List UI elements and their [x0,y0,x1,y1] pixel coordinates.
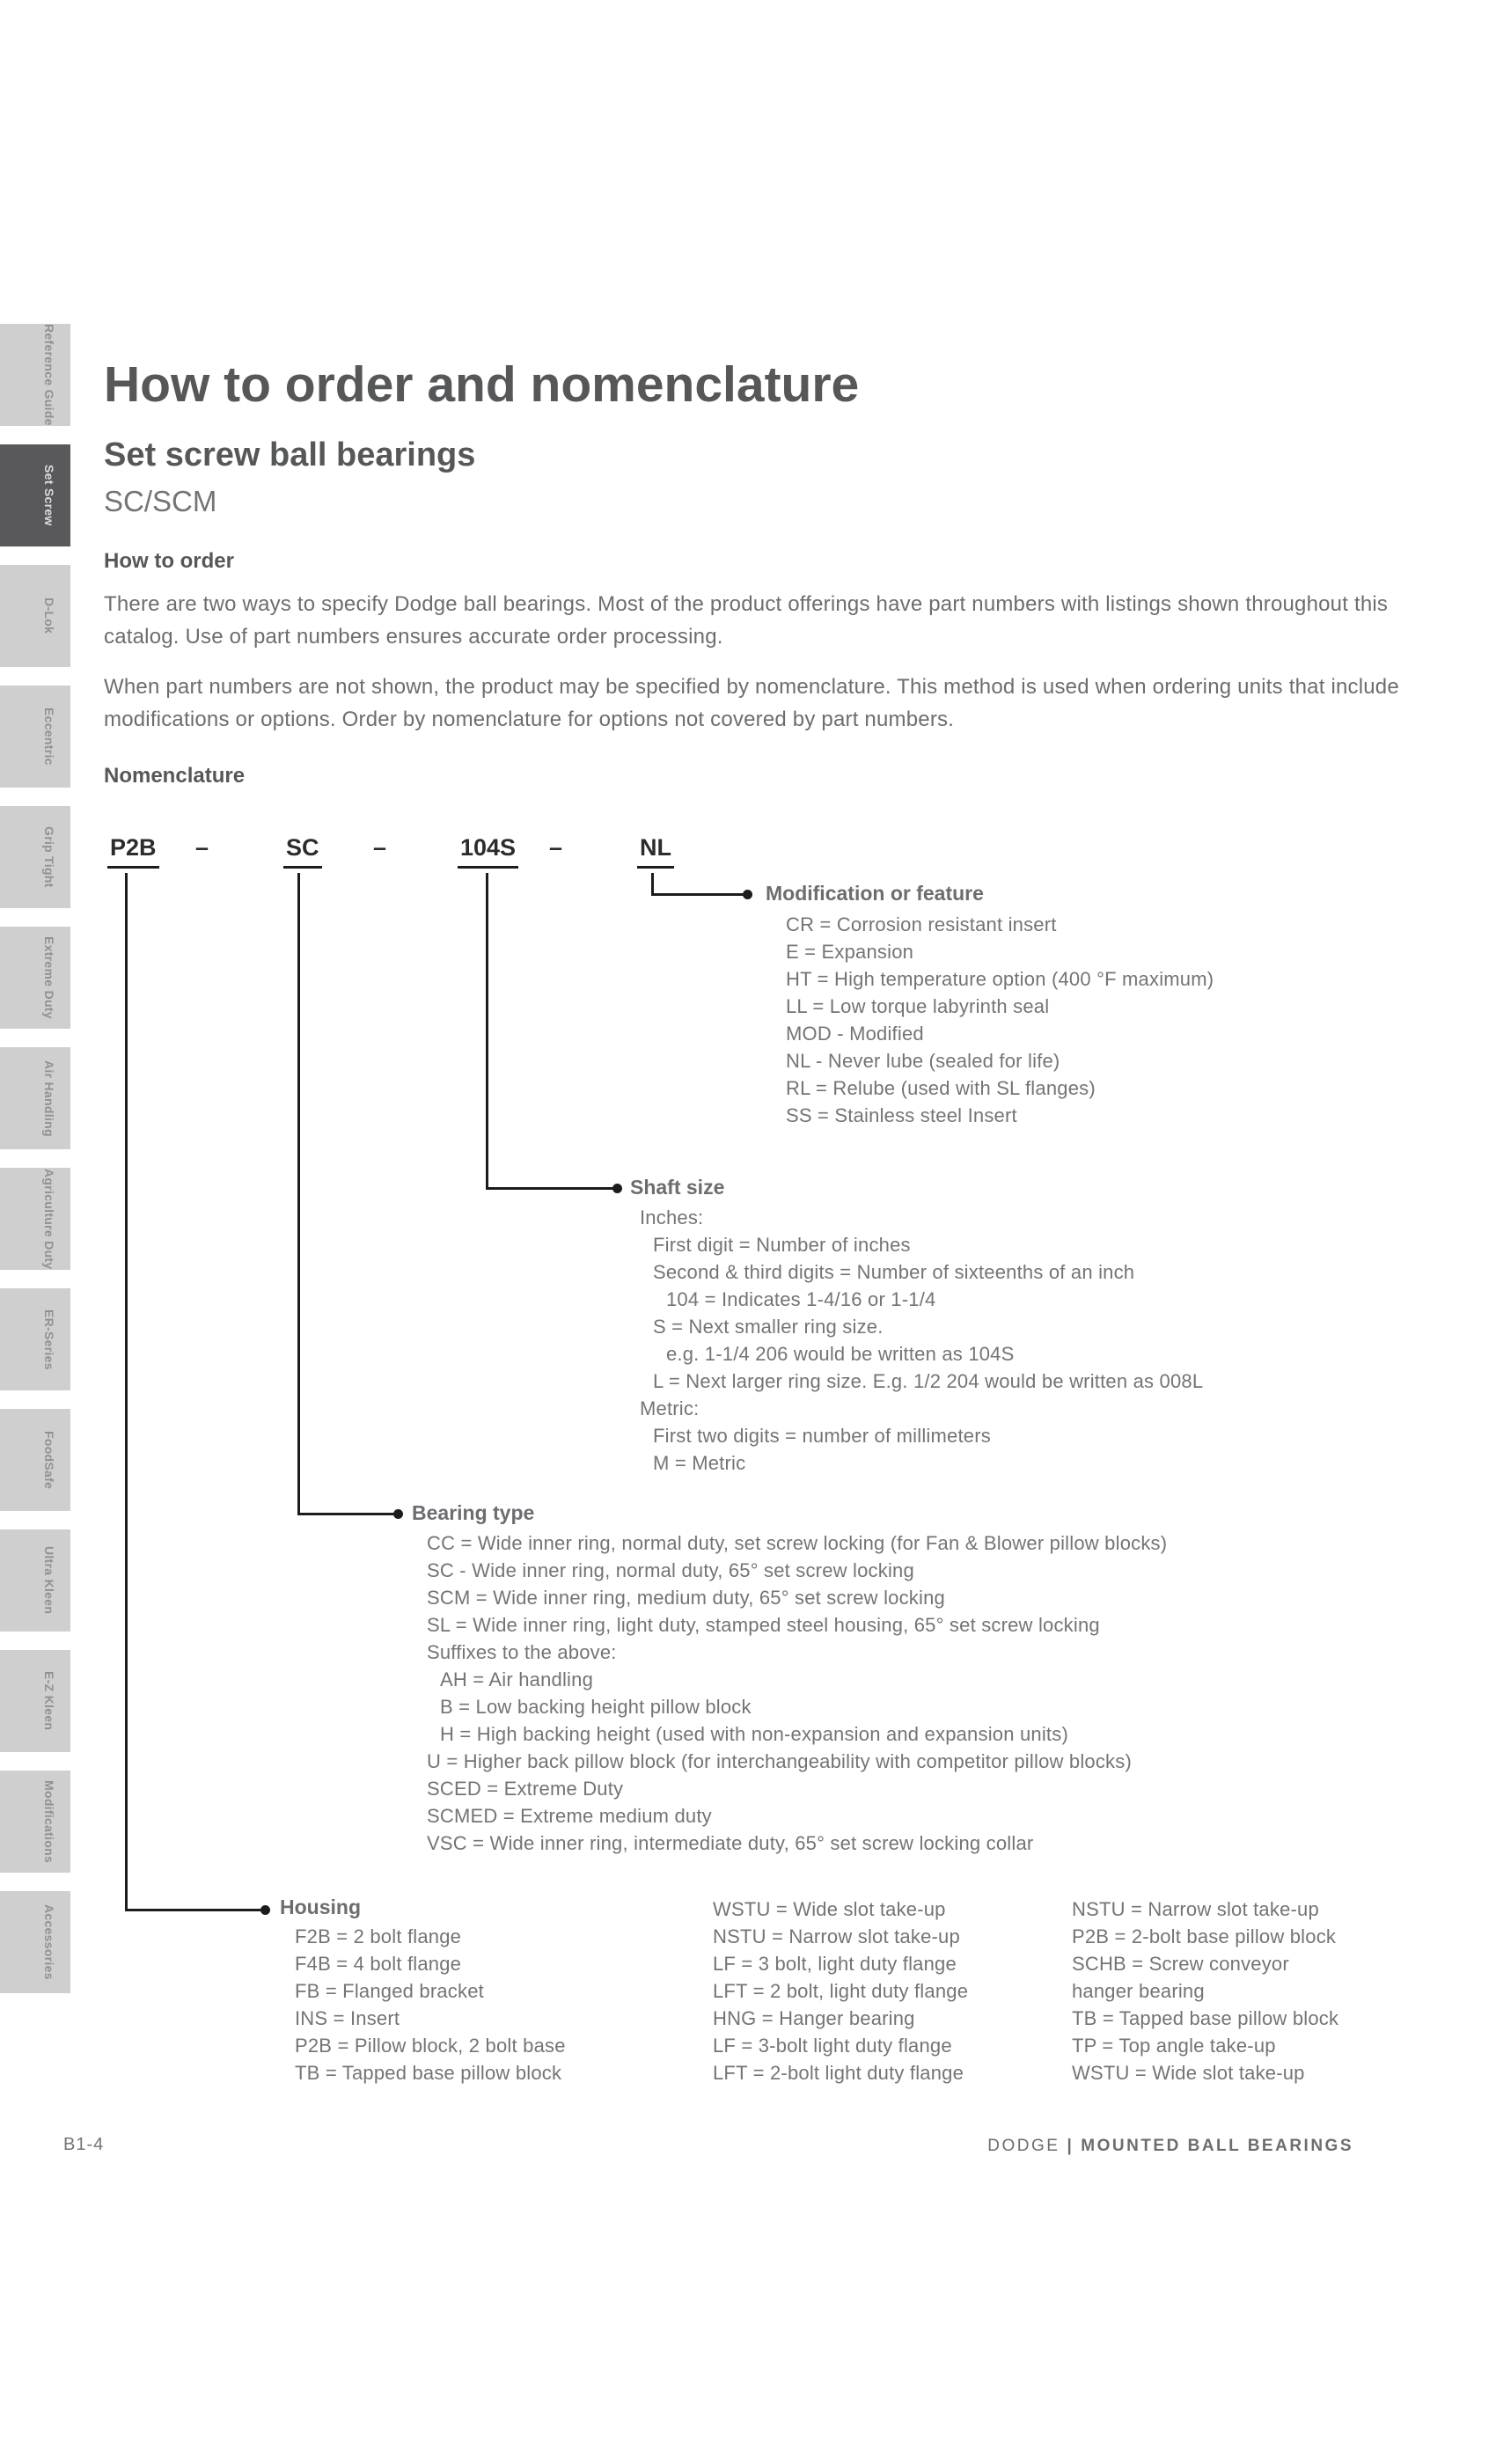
housing-item: LF = 3 bolt, light duty flange [713,1953,957,1975]
sidebar-tab[interactable]: Eccentric [0,686,70,788]
housing-heading: Housing [280,1896,361,1918]
shaft-size-item: Inches: [640,1206,704,1228]
bullet-icon [393,1509,403,1519]
bearing-type-item: B = Low backing height pillow block [440,1696,752,1718]
housing-item: P2B = 2-bolt base pillow block [1072,1925,1337,1947]
bearing-type-item: AH = Air handling [440,1668,594,1690]
footer-divider: | [1067,2137,1074,2155]
modification-item: MOD - Modified [786,1023,924,1045]
sidebar-tab-index [0,324,70,1993]
housing-list-col2 [713,1896,968,2086]
connector-line-housing [125,873,128,1911]
sidebar-tab[interactable]: Extreme Duty [0,927,70,1029]
token-dash: – [195,834,209,861]
shaft-size-item: First digit = Number of inches [653,1234,911,1256]
shaft-size-list [640,1204,1203,1477]
page-number: B1-4 [63,2135,105,2154]
bearing-type-heading: Bearing type [412,1501,535,1524]
modification-list [786,911,1214,1129]
token-bearing-code: SC [283,834,322,869]
sidebar-tab[interactable]: ER-Series [0,1288,70,1390]
housing-item: FB = Flanged bracket [295,1980,484,2002]
housing-item: F4B = 4 bolt flange [295,1953,462,1975]
sidebar-tab[interactable]: Grip Tight [0,806,70,908]
housing-item: TP = Top angle take-up [1072,2035,1276,2057]
bearing-type-item: U = Higher back pillow block (for interchangeability with competitor pillow blocks) [427,1750,1132,1772]
footer-brand-line [987,2137,1353,2156]
modification-item: SS = Stainless steel Insert [786,1104,1017,1126]
connector-line-bearing-type [297,1513,399,1515]
shaft-size-item: 104 = Indicates 1-4/16 or 1-1/4 [666,1288,936,1310]
sidebar-tab[interactable]: Agriculture Duty [0,1168,70,1270]
token-dash: – [549,834,563,861]
shaft-size-item: L = Next larger ring size. E.g. 1/2 204 would be written as 008L [653,1370,1204,1392]
shaft-size-item: e.g. 1-1/4 206 would be written as 104S [666,1343,1015,1365]
housing-item: TB = Tapped base pillow block [295,2062,562,2084]
sidebar-tab[interactable]: E-Z Kleen [0,1650,70,1752]
shaft-size-item: S = Next smaller ring size. [653,1316,884,1338]
housing-item: LFT = 2 bolt, light duty flange [713,1980,969,2002]
sidebar-tab[interactable]: Ultra Kleen [0,1529,70,1632]
shaft-size-item: First two digits = number of millimeters [653,1425,991,1447]
connector-line-housing [125,1909,266,1911]
catalog-name: MOUNTED BALL BEARINGS [1081,2137,1353,2155]
housing-item: INS = Insert [295,2007,400,2029]
sidebar-tab[interactable]: Accessories [0,1891,70,1993]
bullet-icon [612,1184,622,1193]
bearing-type-item: SCED = Extreme Duty [427,1778,624,1800]
token-housing-code: P2B [107,834,159,869]
housing-item: WSTU = Wide slot take-up [713,1898,946,1920]
modification-item: HT = High temperature option (400 °F maximum) [786,968,1214,990]
housing-item: TB = Tapped base pillow block [1072,2007,1339,2029]
housing-item: HNG = Hanger bearing [713,2007,915,2029]
bearing-type-item: SCMED = Extreme medium duty [427,1805,712,1827]
token-feature-code: NL [637,834,674,869]
sidebar-tab[interactable]: Set Screw [0,444,70,546]
token-dash: – [373,834,387,861]
modification-item: CR = Corrosion resistant insert [786,913,1057,935]
connector-line-modification [651,893,748,896]
housing-item: WSTU = Wide slot take-up [1072,2062,1305,2084]
sidebar-tab[interactable]: D-Lok [0,565,70,667]
housing-item: NSTU = Narrow slot take-up [713,1925,960,1947]
housing-item: SCHB = Screw conveyor [1072,1953,1289,1975]
sidebar-tab[interactable]: Air Handling [0,1047,70,1149]
bearing-type-item: SCM = Wide inner ring, medium duty, 65° set screw locking [427,1587,945,1609]
housing-item: P2B = Pillow block, 2 bolt base [295,2035,566,2057]
token-shaft-code: 104S [458,834,518,869]
bullet-icon [743,890,752,899]
bearing-type-list [427,1529,1167,1857]
page-subtitle: Set screw ball bearings [104,436,476,473]
housing-list-col3 [1072,1896,1338,2086]
nomenclature-heading: Nomenclature [104,764,246,788]
how-to-order-paragraph-2: When part numbers are not shown, the product may be specified by nomenclature. This method is used when ordering units that include modifications or options. Order by nomenclature for options not covered by part numbers. [104,675,1399,731]
modification-item: LL = Low torque labyrinth seal [786,995,1050,1017]
modification-item: NL - Never lube (sealed for life) [786,1050,1060,1072]
modification-item: RL = Relube (used with SL flanges) [786,1077,1096,1099]
modification-item: E = Expansion [786,941,914,963]
bearing-type-item: SL = Wide inner ring, light duty, stamped steel housing, 65° set screw locking [427,1614,1100,1636]
connector-line-bearing-type [297,873,300,1515]
shaft-size-heading: Shaft size [630,1176,725,1199]
housing-list-col1 [295,1923,566,2086]
bearing-type-item: H = High backing height (used with non-expansion and expansion units) [440,1723,1068,1745]
housing-item: LFT = 2-bolt light duty flange [713,2062,964,2084]
how-to-order-heading: How to order [104,549,234,573]
connector-line-shaft-size [486,873,488,1190]
sidebar-tab[interactable]: Reference Guide [0,324,70,426]
housing-item: NSTU = Narrow slot take-up [1072,1898,1319,1920]
bearing-type-item: CC = Wide inner ring, normal duty, set screw locking (for Fan & Blower pillow blocks) [427,1532,1168,1554]
bearing-type-item: VSC = Wide inner ring, intermediate duty, 65° set screw locking collar [427,1832,1034,1854]
page-title: How to order and nomenclature [104,356,860,413]
housing-item: hanger bearing [1072,1980,1205,2002]
series-label: SC/SCM [104,485,217,517]
brand-name: DODGE [987,2137,1060,2155]
shaft-size-item: Metric: [640,1397,700,1419]
bearing-type-item: SC - Wide inner ring, normal duty, 65° set screw locking [427,1559,914,1581]
sidebar-tab[interactable]: Modifications [0,1771,70,1873]
bullet-icon [260,1905,270,1915]
sidebar-tab[interactable]: FoodSafe [0,1409,70,1511]
shaft-size-item: M = Metric [653,1452,746,1474]
modification-heading: Modification or feature [766,882,984,905]
shaft-size-item: Second & third digits = Number of sixteenths of an inch [653,1261,1135,1283]
housing-item: F2B = 2 bolt flange [295,1925,462,1947]
connector-line-shaft-size [486,1187,618,1190]
housing-item: LF = 3-bolt light duty flange [713,2035,952,2057]
how-to-order-paragraph-1: There are two ways to specify Dodge ball bearings. Most of the product offerings have part numbers with listings shown throughout this catalog. Use of part numbers ensures accurate order processing. [104,592,1389,649]
bearing-type-item: Suffixes to the above: [427,1641,617,1663]
